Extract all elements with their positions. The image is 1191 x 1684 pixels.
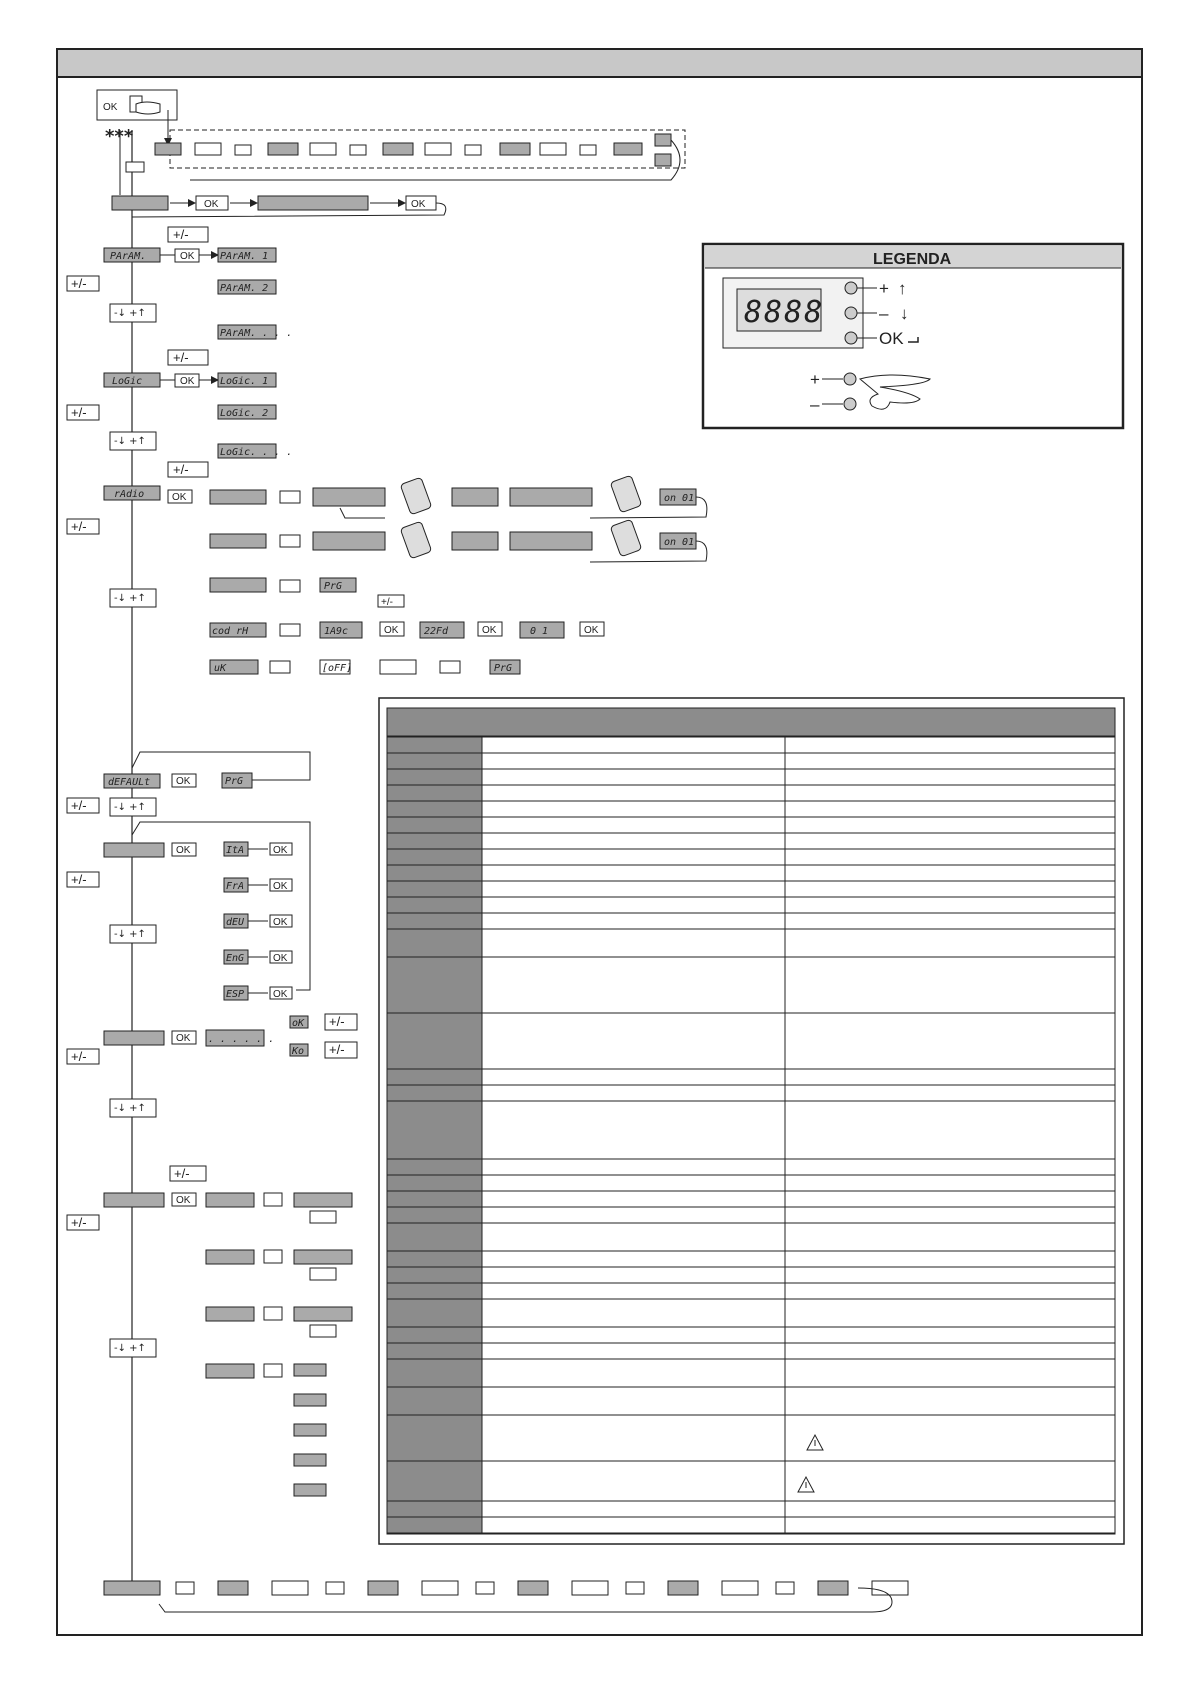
table-row-key xyxy=(387,833,482,849)
table-row-cell xyxy=(785,769,1115,785)
stat-box xyxy=(264,1364,282,1377)
table-row-key xyxy=(387,1283,482,1299)
table-row-key xyxy=(387,1191,482,1207)
legend-title: LEGENDA xyxy=(873,251,952,268)
table-row-cell xyxy=(482,1223,785,1251)
table-row-key xyxy=(387,1343,482,1359)
svg-text:+/-: +/- xyxy=(173,227,189,242)
bottom-input xyxy=(572,1581,608,1595)
table-row-key xyxy=(387,1251,482,1267)
table-row-cell xyxy=(482,1343,785,1359)
table-row-key xyxy=(387,1267,482,1283)
svg-text:-↓ +↑: -↓ +↑ xyxy=(114,1343,146,1354)
table-row-cell xyxy=(482,957,785,1013)
svg-text:cod rH: cod rH xyxy=(212,626,249,637)
table-row-cell xyxy=(785,881,1115,897)
svg-text:PArAM. 1: PArAM. 1 xyxy=(220,251,269,262)
table-row-cell xyxy=(785,929,1115,957)
table-row-cell xyxy=(482,737,785,753)
table-row-key xyxy=(387,737,482,753)
statistics-block xyxy=(67,1166,352,1496)
table-row-cell xyxy=(482,1175,785,1191)
table-row-cell xyxy=(785,913,1115,929)
table-row-cell xyxy=(482,1299,785,1327)
table-row-key xyxy=(387,881,482,897)
table-row-cell xyxy=(482,1207,785,1223)
stat-small xyxy=(310,1268,336,1280)
svg-text:PArAM. . . .: PArAM. . . . xyxy=(220,328,293,339)
legend-box xyxy=(703,244,1123,428)
svg-text:LoGic. 2: LoGic. 2 xyxy=(220,408,269,419)
table-row-key xyxy=(387,769,482,785)
table-row-key xyxy=(387,1159,482,1175)
svg-text:OK: OK xyxy=(172,492,187,503)
svg-text:rAdio: rAdio xyxy=(114,489,145,500)
language-label: FrA xyxy=(226,881,245,892)
table-row-key xyxy=(387,897,482,913)
svg-text:-↓ +↑: -↓ +↑ xyxy=(114,929,146,940)
dashed-sequence xyxy=(126,110,685,180)
ok-label: OK xyxy=(273,917,288,928)
table-row-cell xyxy=(482,1415,785,1461)
table-row-cell xyxy=(482,1533,785,1534)
radio-block xyxy=(67,462,707,674)
svg-text:+/-: +/- xyxy=(173,350,189,365)
bottom-input xyxy=(272,1581,308,1595)
table-row-cell xyxy=(785,865,1115,881)
bottom-step xyxy=(518,1581,548,1595)
legend-display: 8888 xyxy=(744,295,825,330)
table-row-cell xyxy=(482,1267,785,1283)
svg-text:uK: uK xyxy=(214,663,227,674)
table-row-cell xyxy=(482,897,785,913)
table-row-key xyxy=(387,1517,482,1533)
table-row-cell xyxy=(785,1283,1115,1299)
language-label: dEU xyxy=(226,917,245,928)
table-row-key xyxy=(387,785,482,801)
svg-text:22Fd: 22Fd xyxy=(424,626,449,637)
svg-text:–: – xyxy=(879,304,889,323)
svg-text:OK: OK xyxy=(180,251,195,262)
table-row-cell xyxy=(482,769,785,785)
svg-text:OK: OK xyxy=(584,625,599,636)
svg-text:+/-: +/- xyxy=(71,276,87,291)
svg-text:OK: OK xyxy=(879,329,904,348)
stat-small xyxy=(310,1211,336,1223)
svg-text:1A9c: 1A9c xyxy=(324,626,349,637)
table-row-cell xyxy=(482,929,785,957)
default-block xyxy=(67,752,310,816)
ok-box xyxy=(176,1582,194,1594)
svg-text:+/-: +/- xyxy=(71,519,87,534)
svg-text:-↓ +↑: -↓ +↑ xyxy=(114,802,146,813)
table-row-key xyxy=(387,1299,482,1327)
table-row-key xyxy=(387,1175,482,1191)
table-row-key xyxy=(387,1223,482,1251)
table-row-cell xyxy=(785,1267,1115,1283)
table-row-cell xyxy=(785,785,1115,801)
stat-sub xyxy=(294,1454,326,1466)
bottom-sequence xyxy=(104,1581,908,1612)
svg-text:OK: OK xyxy=(204,199,219,210)
svg-text:PrG: PrG xyxy=(324,581,343,592)
stat-sub xyxy=(294,1394,326,1406)
svg-text:-↓ +↑: -↓ +↑ xyxy=(114,308,146,319)
table-row-cell xyxy=(482,1517,785,1533)
table-row-cell xyxy=(482,1359,785,1387)
table-row-key xyxy=(387,929,482,957)
table-row-cell xyxy=(482,1501,785,1517)
stat-value xyxy=(294,1307,352,1321)
bottom-step xyxy=(218,1581,248,1595)
ok-label: OK xyxy=(273,953,288,964)
svg-text:PArAM.: PArAM. xyxy=(110,251,147,262)
table-row-cell xyxy=(785,737,1115,753)
svg-text:OK: OK xyxy=(411,199,426,210)
table-row-key xyxy=(387,1415,482,1461)
table-row-cell xyxy=(482,1159,785,1175)
table-row-key xyxy=(387,1461,482,1501)
table-row-cell xyxy=(482,753,785,769)
table-row-cell xyxy=(482,849,785,865)
svg-text:PArAM. 2: PArAM. 2 xyxy=(220,283,269,294)
svg-text:[oFF]: [oFF] xyxy=(322,663,353,674)
table-row-cell xyxy=(785,1517,1115,1533)
svg-text:–: – xyxy=(810,395,820,414)
logic-block xyxy=(67,350,292,458)
table-row-cell xyxy=(785,1223,1115,1251)
table-row-cell xyxy=(482,1069,785,1085)
ok-label: OK xyxy=(273,881,288,892)
svg-text:PrG: PrG xyxy=(225,776,244,787)
table-row-cell xyxy=(482,801,785,817)
table-row-cell xyxy=(482,1387,785,1415)
autotest-block xyxy=(67,1014,357,1117)
svg-text:OK: OK xyxy=(482,625,497,636)
stat-box xyxy=(264,1250,282,1263)
svg-text:on 01: on 01 xyxy=(664,493,695,504)
table-row-cell xyxy=(482,785,785,801)
table-row-key xyxy=(387,1327,482,1343)
svg-text:+: + xyxy=(879,279,889,298)
stat-item xyxy=(206,1307,254,1321)
table-row-key xyxy=(387,1207,482,1223)
ok-label: OK xyxy=(273,989,288,1000)
table-row-cell xyxy=(482,1191,785,1207)
svg-text:LoGic. 1: LoGic. 1 xyxy=(220,376,269,387)
language-label: EnG xyxy=(226,953,245,964)
svg-text:dEFAULt: dEFAULt xyxy=(108,777,151,788)
stat-sub xyxy=(294,1424,326,1436)
table-row-cell xyxy=(482,1085,785,1101)
ok-box xyxy=(476,1582,494,1594)
svg-text:+/-: +/- xyxy=(71,872,87,887)
table-row-cell xyxy=(482,881,785,897)
ok-box xyxy=(626,1582,644,1594)
svg-text:+/-: +/- xyxy=(173,462,189,477)
stars-label: *** xyxy=(105,126,134,147)
table-row-cell xyxy=(785,1327,1115,1343)
svg-text:OK: OK xyxy=(180,376,195,387)
svg-text:. . . . . .: . . . . . . xyxy=(208,1034,275,1045)
table-row-cell xyxy=(482,1461,785,1501)
svg-text:↑: ↑ xyxy=(898,279,907,298)
password-row xyxy=(112,196,446,217)
svg-text:+: + xyxy=(810,370,820,389)
bottom-step xyxy=(668,1581,698,1595)
svg-text:-↓ +↑: -↓ +↑ xyxy=(114,436,146,447)
table-row-cell xyxy=(482,833,785,849)
table-row-cell xyxy=(785,1069,1115,1085)
svg-text:on 01: on 01 xyxy=(664,537,695,548)
ok-box xyxy=(776,1582,794,1594)
bottom-input xyxy=(722,1581,758,1595)
svg-text:PrG: PrG xyxy=(494,663,513,674)
svg-text:+/-: +/- xyxy=(71,798,87,813)
table-row-key xyxy=(387,1501,482,1517)
table-row-key xyxy=(387,849,482,865)
table-row-key xyxy=(387,801,482,817)
table-row-cell xyxy=(785,957,1115,1013)
svg-text:OK: OK xyxy=(176,1195,191,1206)
table-row-cell xyxy=(785,1159,1115,1175)
svg-text:LoGic: LoGic xyxy=(112,376,143,387)
stat-value xyxy=(294,1250,352,1264)
table-row-cell xyxy=(785,1299,1115,1327)
stat-value xyxy=(294,1193,352,1207)
bottom-input xyxy=(872,1581,908,1595)
table-row-cell xyxy=(785,1101,1115,1159)
svg-text:OK: OK xyxy=(176,845,191,856)
table-row-cell xyxy=(785,801,1115,817)
param-block xyxy=(67,227,292,339)
svg-text:OK: OK xyxy=(176,776,191,787)
ok-label: OK xyxy=(273,845,288,856)
ok-text: OK xyxy=(103,102,118,113)
stat-sub xyxy=(294,1364,326,1376)
table-row-cell xyxy=(785,753,1115,769)
table-row-key xyxy=(387,1085,482,1101)
bottom-input xyxy=(422,1581,458,1595)
table-row-cell xyxy=(785,833,1115,849)
svg-text:+/-: +/- xyxy=(71,1215,87,1230)
table-row-cell xyxy=(785,1533,1115,1534)
table-row-cell xyxy=(785,1461,1115,1501)
table-row-cell xyxy=(482,913,785,929)
table-row-cell xyxy=(482,865,785,881)
table-row-cell xyxy=(482,1251,785,1267)
stat-small xyxy=(310,1325,336,1337)
table-row-cell xyxy=(785,1175,1115,1191)
language-block xyxy=(67,822,310,1000)
entry-ok-hand xyxy=(97,90,177,120)
table-row-key xyxy=(387,1533,482,1534)
bottom-step xyxy=(368,1581,398,1595)
table-row-cell xyxy=(785,1501,1115,1517)
svg-text:OK: OK xyxy=(176,1033,191,1044)
table-row-cell xyxy=(482,1101,785,1159)
svg-text:LoGic. . . .: LoGic. . . . xyxy=(220,447,293,458)
table-row-cell xyxy=(482,1283,785,1299)
stat-box xyxy=(264,1307,282,1320)
svg-text:+/-: +/- xyxy=(174,1166,190,1181)
table-row-cell xyxy=(785,1013,1115,1069)
table-row-cell xyxy=(785,1085,1115,1101)
svg-text:+/-: +/- xyxy=(71,1049,87,1064)
table-row-key xyxy=(387,1359,482,1387)
svg-text:OK: OK xyxy=(384,625,399,636)
ok-box xyxy=(326,1582,344,1594)
table-row-key xyxy=(387,1069,482,1085)
svg-text:+/-: +/- xyxy=(381,597,393,608)
table-row-key xyxy=(387,817,482,833)
svg-text:+/-: +/- xyxy=(329,1042,345,1057)
stat-item xyxy=(206,1250,254,1264)
svg-text:+/-: +/- xyxy=(329,1014,345,1029)
language-label: ESP xyxy=(226,989,245,1000)
table-row-cell xyxy=(785,817,1115,833)
stat-box xyxy=(264,1193,282,1206)
table-row-cell xyxy=(785,1207,1115,1223)
table-row-key xyxy=(387,753,482,769)
svg-text:+/-: +/- xyxy=(71,405,87,420)
bottom-step xyxy=(818,1581,848,1595)
svg-text:↓: ↓ xyxy=(900,304,909,323)
table-row-cell xyxy=(785,1343,1115,1359)
table-row-cell xyxy=(785,1359,1115,1387)
table-row-cell xyxy=(785,849,1115,865)
svg-text:Ko: Ko xyxy=(292,1046,305,1057)
table-row-key xyxy=(387,1387,482,1415)
table-row-cell xyxy=(785,1251,1115,1267)
svg-text:oK: oK xyxy=(292,1018,305,1029)
language-label: ItA xyxy=(226,845,245,856)
table-row-cell xyxy=(482,817,785,833)
svg-text:-↓ +↑: -↓ +↑ xyxy=(114,1103,146,1114)
table-row-cell xyxy=(482,1013,785,1069)
svg-text:0 1: 0 1 xyxy=(530,626,549,637)
table-row-cell xyxy=(482,1327,785,1343)
table-row-cell xyxy=(785,1387,1115,1415)
table-row-cell xyxy=(785,1415,1115,1461)
table-row-key xyxy=(387,913,482,929)
table-row-key xyxy=(387,1101,482,1159)
svg-text:-↓ +↑: -↓ +↑ xyxy=(114,593,146,604)
stat-item xyxy=(206,1364,254,1378)
parameter-table xyxy=(379,698,1124,1544)
table-row-cell xyxy=(785,897,1115,913)
table-row-cell xyxy=(785,1191,1115,1207)
stat-sub xyxy=(294,1484,326,1496)
table-row-key xyxy=(387,1013,482,1069)
table-row-key xyxy=(387,957,482,1013)
table-row-key xyxy=(387,865,482,881)
stat-item xyxy=(206,1193,254,1207)
